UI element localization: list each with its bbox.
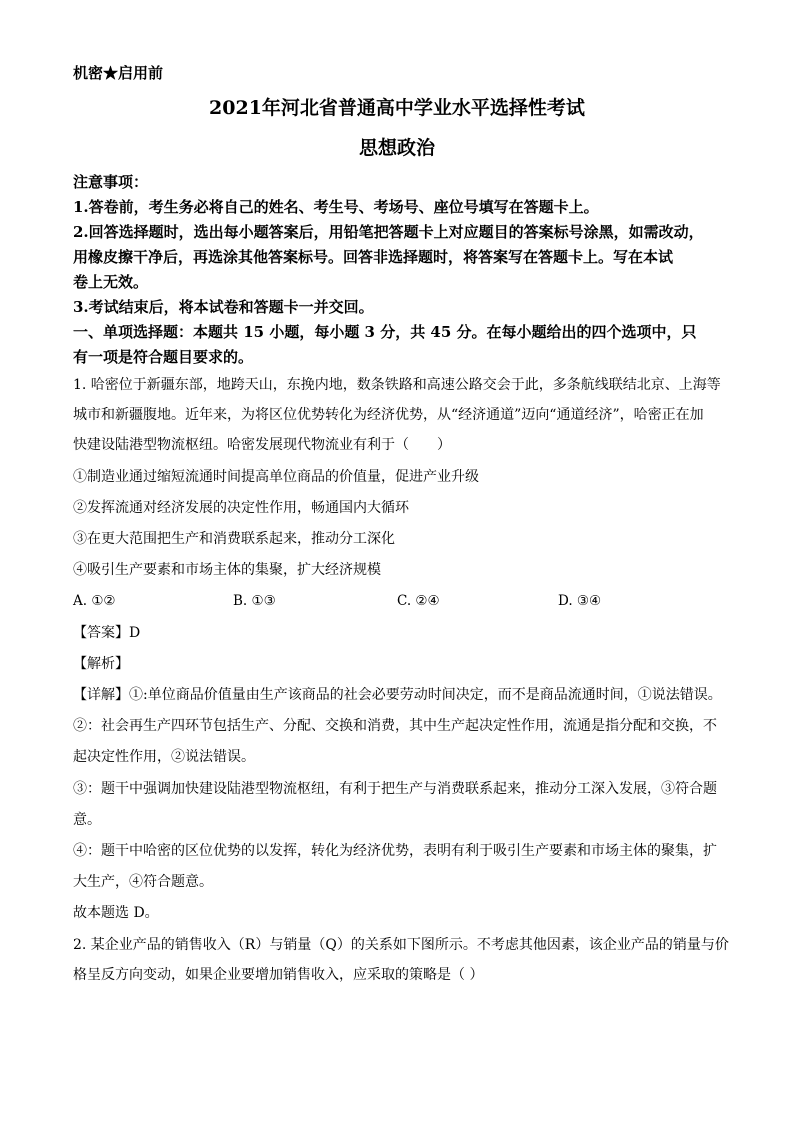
detail-line: ③：题干中强调加快建设陆港型物流枢纽，有利于把生产与消费联系起来，推动分工深入发展，③符合题 [73,781,717,797]
section-heading: 一、单项选择题：本题共 15 小题，每小题 3 分，共 45 分。在每小题给出的四个选项中，只 [73,323,697,341]
confidential-label: 机密★启用前 [73,64,164,82]
note-item: 卷上无效。 [73,273,149,291]
choice-d: D. ③④ [558,593,602,609]
question-stem: 城市和新疆腹地。近年来，为将区位优势转化为经济优势，从“经济通道”迈向“通道经济”，哈密正在加 [73,407,704,423]
note-item: 1.答卷前，考生务必将自己的姓名、考生号、考场号、座位号填写在答题卡上。 [73,198,599,216]
answer: 【答案】D [73,625,141,641]
statement: ④吸引生产要素和市场主体的集聚，扩大经济规模 [73,562,381,578]
detail-line: ④：题干中哈密的区位优势的以发挥，转化为经济优势，表明有利于吸引生产要素和市场主体的聚集，扩 [73,843,717,859]
conclusion: 故本题选 D。 [73,905,159,921]
question-stem: 格呈反方向变动，如果企业要增加销售收入，应采取的策略是（ ） [73,967,484,983]
statement: ③在更大范围把生产和消费联系起来，推动分工深化 [73,531,395,547]
detail-line: 大生产，④符合题意。 [73,874,213,890]
choice-c: C. ②④ [397,593,440,609]
statement: ①制造业通过缩短流通时间提高单位商品的价值量，促进产业升级 [73,469,479,485]
detail-line: 意。 [73,812,101,828]
subject-title: 思想政治 [358,137,435,159]
analysis-label: 【解析】 [73,656,129,672]
note-item: 用橡皮擦干净后，再选涂其他答案标号。回答非选择题时，将答案写在答题卡上。写在本试 [73,248,674,266]
detail-line: ②：社会再生产四环节包括生产、分配、交换和消费，其中生产起决定性作用，流通是指分配和交换，不 [73,718,717,734]
section-heading-cont: 有一项是符合题目要求的。 [73,348,254,366]
choice-b: B. ①③ [233,593,276,609]
question-stem: 2. 某企业产品的销售收入（R）与销量（Q）的关系如下图所示。不考虑其他因素，该企业产品的销量与价 [73,937,729,953]
question-stem: 快建设陆港型物流枢纽。哈密发展现代物流业有利于（ ） [73,437,451,453]
note-item: 2.回答选择题时，选出每小题答案后，用铅笔把答题卡上对应题目的答案标号涂黑，如需改动， [73,223,704,241]
statement: ②发挥流通对经济发展的决定性作用，畅通国内大循环 [73,500,409,516]
exam-title: 2021年河北省普通高中学业水平选择性考试 [209,97,585,119]
note-item: 3.考试结束后，将本试卷和答题卡一并交回。 [73,298,374,316]
detail-line: 起决定性作用，②说法错误。 [73,749,255,765]
detail-line: 【详解】①:单位商品价值量由生产该商品的社会必要劳动时间决定，而不是商品流通时间，①说法错误。 [73,687,722,703]
question-stem: 1. 哈密位于新疆东部，地跨天山，东挽内地，数条铁路和高速公路交会于此，多条航线联结北京、上海等 [73,377,721,393]
choice-a: A. ①② [73,593,116,609]
notes-heading: 注意事项： [73,173,149,191]
